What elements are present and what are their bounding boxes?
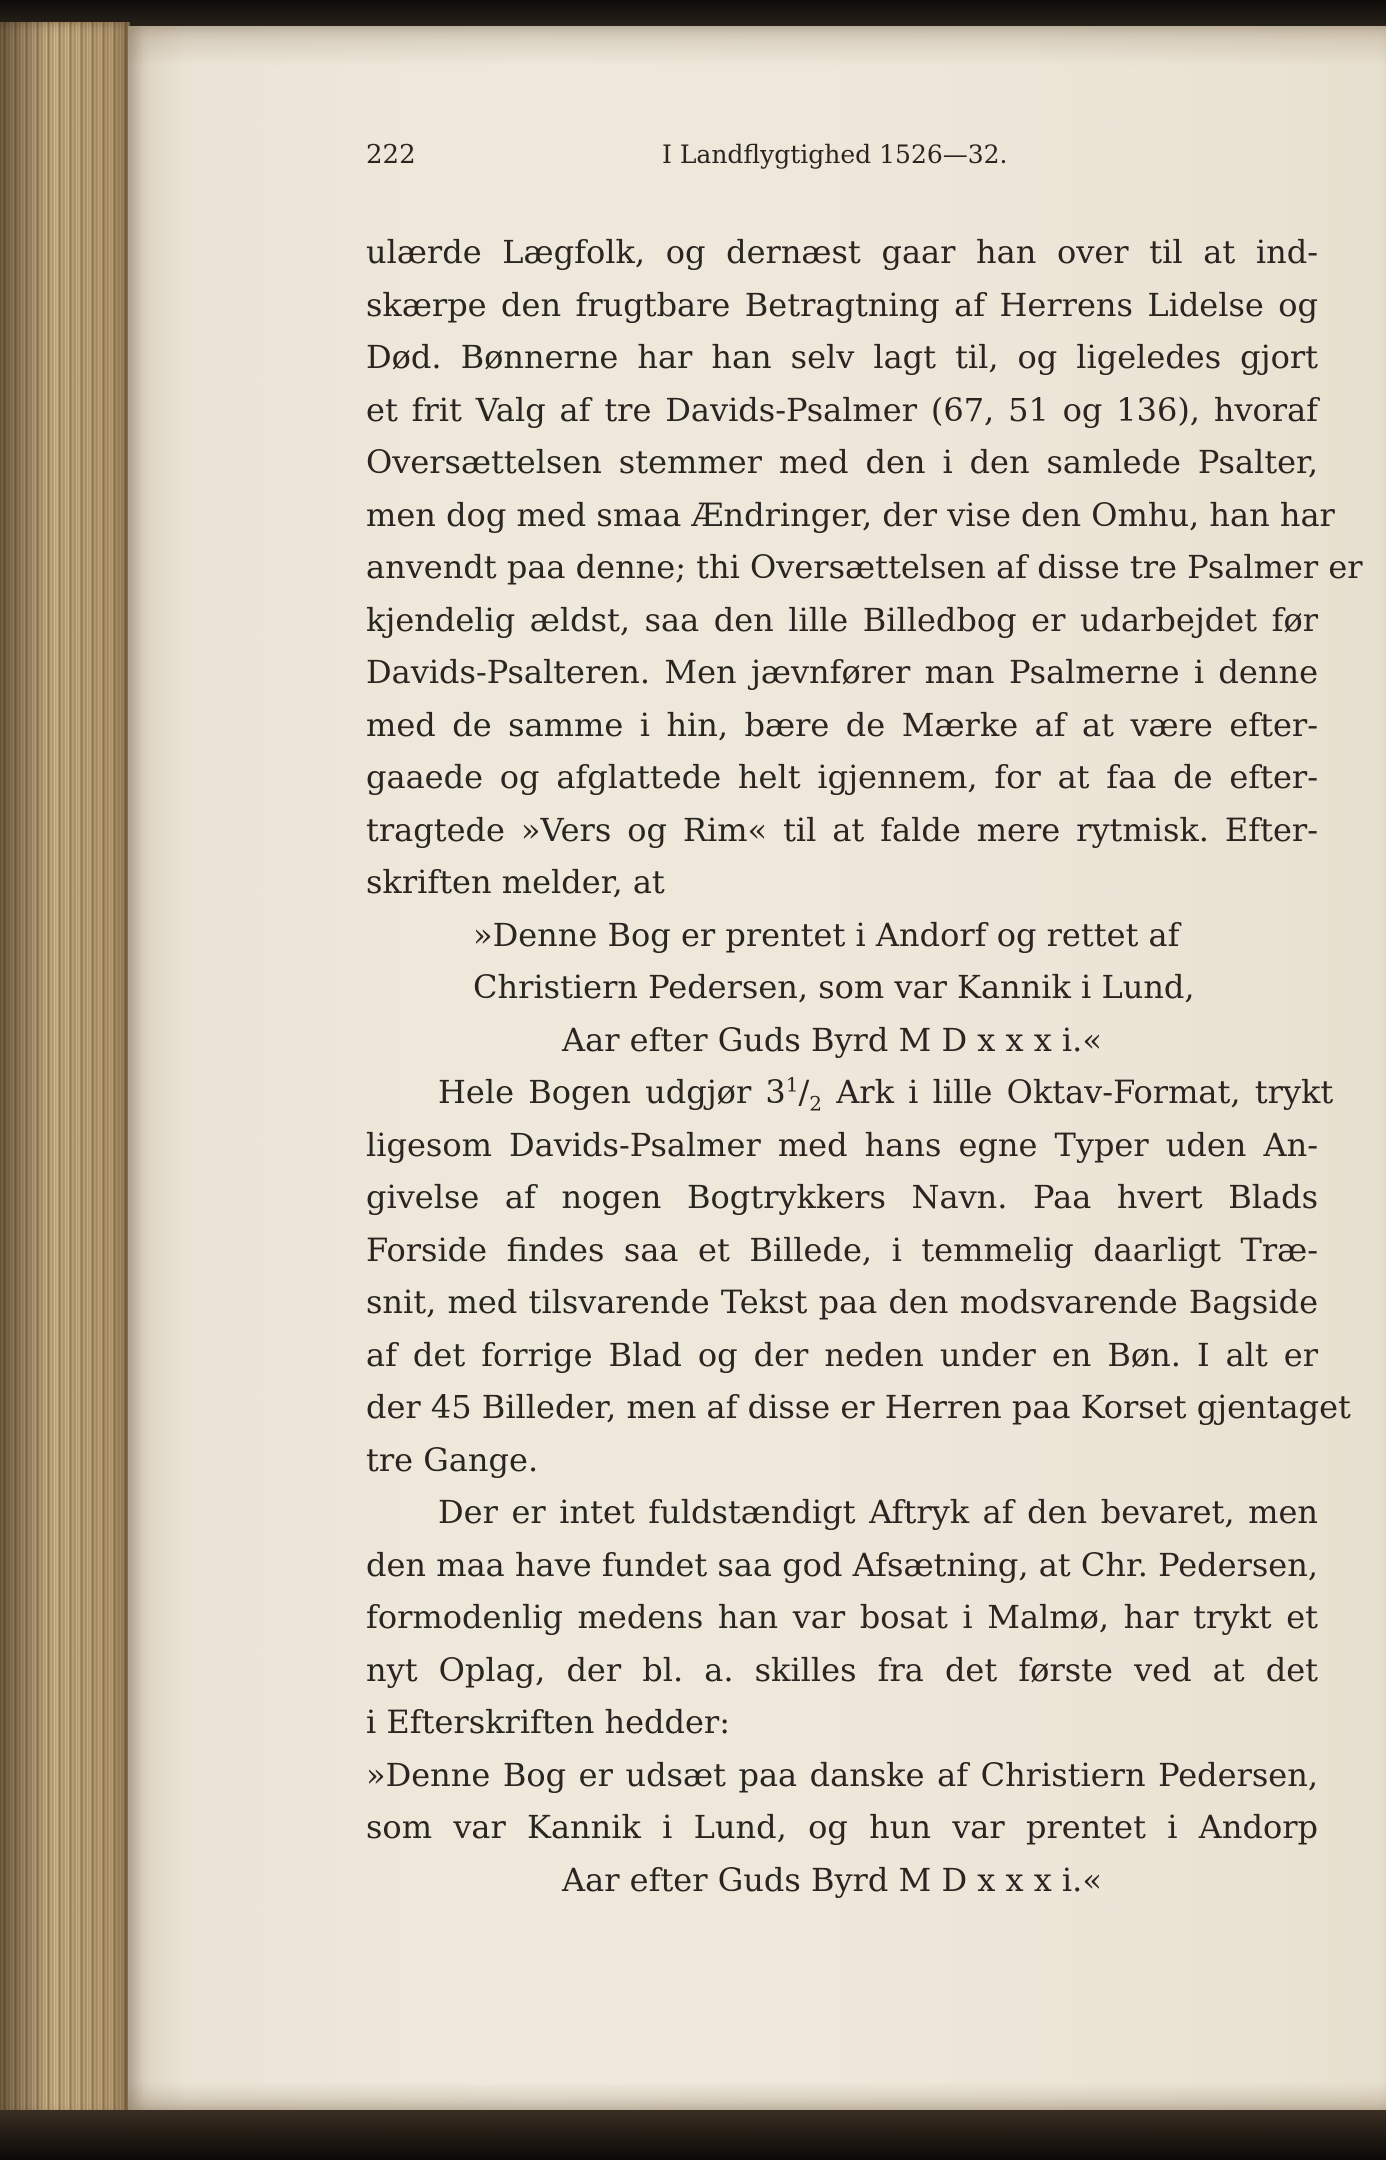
text-line: af det forrige Blad og der neden under en Bøn. I alt er xyxy=(366,1335,1318,1374)
scan-bottom-border xyxy=(0,2110,1386,2160)
body-text xyxy=(366,226,1363,1906)
text-line: anvendt paa denne; thi Oversættelsen af disse tre Psalmer er xyxy=(366,548,1363,586)
text-line: tragtede »Vers og Rim« til at falde mere rytmisk. Efter- xyxy=(366,810,1318,849)
text-line: Død. Bønnerne har han selv lagt til, og ligeledes gjort xyxy=(366,338,1318,376)
quote-line: »Denne Bog er prentet i Andorf og rettet af xyxy=(473,915,1180,954)
page-number: 222 xyxy=(366,140,416,170)
paragraph-first-line: Der er intet fuldstændigt Aftryk af den bevaret, men xyxy=(438,1493,1318,1531)
page-header xyxy=(366,140,1036,180)
text-line: ulærde Lægfolk, og dernæst gaar han over til at ind- xyxy=(366,233,1318,271)
text-line: skriften melder, at xyxy=(366,863,665,901)
text-line: tre Gange. xyxy=(366,1440,539,1479)
book-page-edges xyxy=(0,22,130,2117)
quote-line: Aar efter Guds Byrd M D x x x i.« xyxy=(562,1860,1102,1899)
text-span: Hele Bogen udgjør 3 xyxy=(438,1073,786,1111)
fraction-numerator: 1 xyxy=(785,1072,799,1097)
text-line: Forside findes saa et Billede, i temmelig daarligt Træ- xyxy=(366,1230,1318,1269)
quote-line: »Denne Bog er udsæt paa danske af Christiern Pedersen, xyxy=(366,1755,1318,1794)
quote-line: Aar efter Guds Byrd M D x x x i.« xyxy=(562,1020,1102,1059)
fraction-denominator: 2 xyxy=(809,1091,823,1116)
text-line: i Efterskriften hedder: xyxy=(366,1703,730,1741)
text-line: kjendelig ældst, saa den lille Billedbog er udarbejdet før xyxy=(366,600,1318,639)
text-line: der 45 Billeder, men af disse er Herren paa Korset gjentaget xyxy=(366,1388,1351,1426)
text-line: et frit Valg af tre Davids-Psalmer (67, 51 og 136), hvoraf xyxy=(366,390,1318,429)
text-line: snit, med tilsvarende Tekst paa den modsvarende Bagside xyxy=(366,1283,1318,1321)
running-head: I Landflygtighed 1526—32. xyxy=(662,140,1008,169)
text-line: men dog med smaa Ændringer, der vise den Omhu, han har xyxy=(366,495,1335,534)
text-line: med de samme i hin, bære de Mærke af at være efter- xyxy=(366,705,1318,744)
quote-line: som var Kannik i Lund, og hun var prentet i Andorp xyxy=(366,1808,1318,1846)
text-line: Davids-Psalteren. Men jævnfører man Psalmerne i denne xyxy=(366,653,1318,691)
text-line: Oversættelsen stemmer med den i den samlede Psalter, xyxy=(366,443,1318,481)
text-line: givelse af nogen Bogtrykkers Navn. Paa hvert Blads xyxy=(366,1178,1318,1216)
paragraph-first-line: Hele Bogen udgjør $3^1/_2$ Ark i lille Oktav-Format, trykt xyxy=(438,1072,1334,1116)
text-line: skærpe den frugtbare Betragtning af Herrens Lidelse og xyxy=(366,285,1318,324)
text-line: nyt Oplag, der bl. a. skilles fra det første ved at det xyxy=(366,1650,1318,1689)
text-line: formodenlig medens han var bosat i Malmø, har trykt et xyxy=(366,1598,1318,1636)
text-line: ligesom Davids-Psalmer med hans egne Typer uden An- xyxy=(366,1125,1318,1164)
text-line: gaaede og afglattede helt igjennem, for at faa de efter- xyxy=(366,758,1318,796)
text-span: Ark i lille Oktav-Format, trykt xyxy=(822,1073,1334,1111)
quote-line: Christiern Pedersen, som var Kannik i Lund, xyxy=(473,968,1195,1006)
text-line: den maa have fundet saa god Afsætning, at Chr. Pedersen, xyxy=(366,1545,1318,1584)
